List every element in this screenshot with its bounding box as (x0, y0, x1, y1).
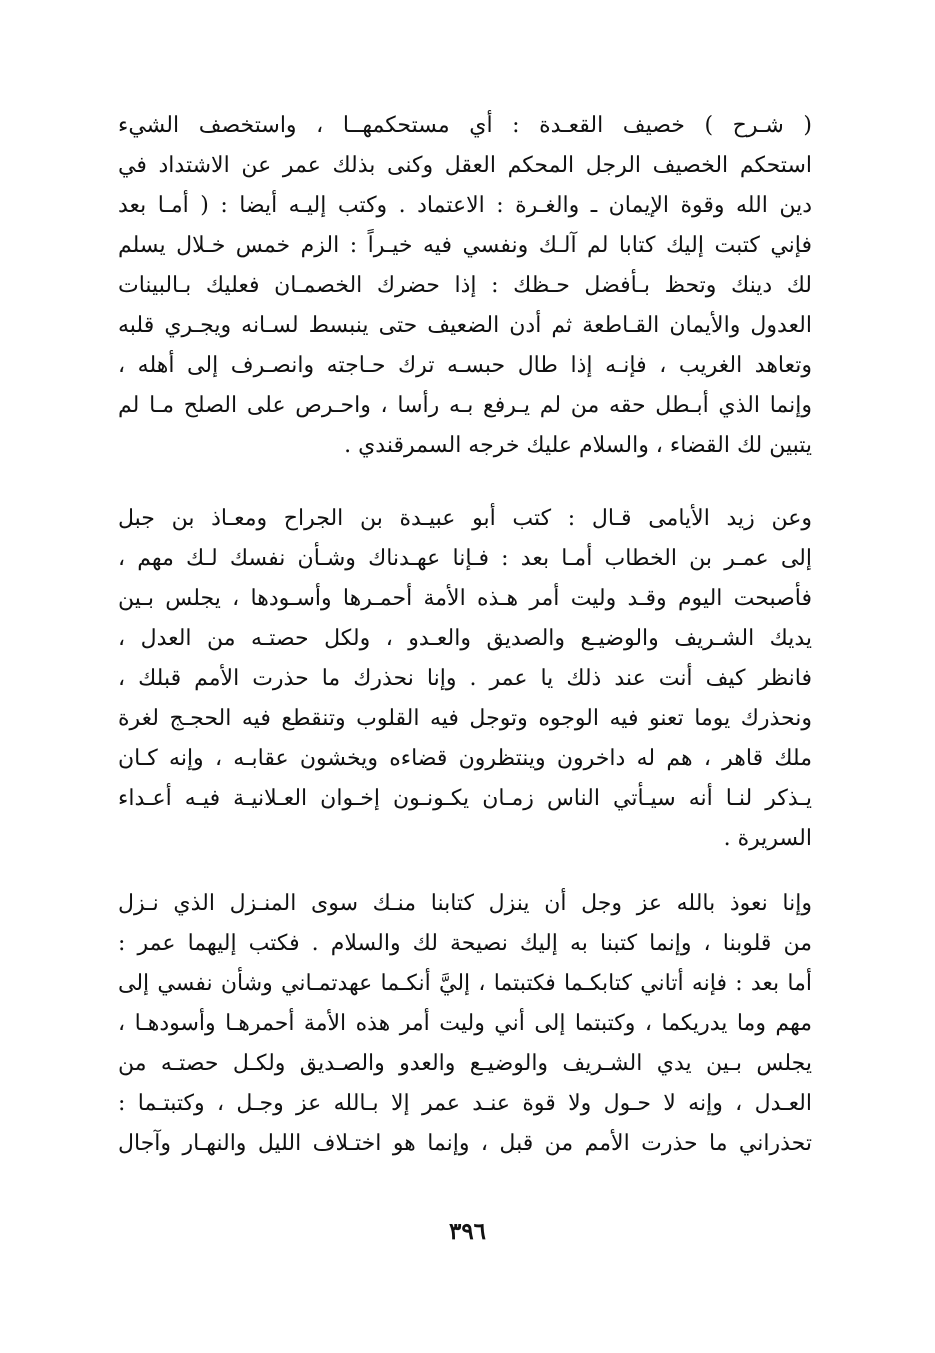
text-line: ملك قاهر ، هم له داخرون وينتظرون قضاءه ويخشون عقابـه ، وإنه كـان (118, 746, 812, 771)
text-line: استحكم الخصيف الرجل المحكم العقل وكنى بذلك عمر عن الاشتداد في (118, 153, 812, 178)
text-line: ونحذرك يوما تعنو فيه الوجوه وتوجل فيه القلوب وتنقطع فيه الحجـج لغرة (118, 706, 812, 731)
text-line: العـدل ، وإنه لا حـول ولا قوة عنـد عمر إلا بـالله عز وجـل ، وكتبتـما : (118, 1091, 812, 1116)
text-line: إلى عمـر بن الخطاب أمـا بعد : فـإنا عهـدناك وشـأن نفسك لـك مهم ، (118, 546, 812, 571)
text-line: وعن زيد الأيامى قـال : كتب أبو عبيـدة بن الجراح ومعـاذ بن جبل (118, 506, 812, 531)
text-line: دين الله وقوة الإيمان ـ والغـرة : الاعتماد . وكتب إليـه أيضا : ( أمـا بعد (118, 193, 812, 218)
text-line: وإنما الذي أبـطل حقه من لم يـرفع بـه رأسا ، واحـرص على الصلح مـا لم (118, 393, 812, 418)
text-line: ( شـرح ) خصيف القعـدة : أي مستحكمهــا ، واستخصف الشيء (118, 113, 812, 138)
text-line: يتبين لك القضاء ، والسلام عليك خرجه السمرقندي . (344, 433, 812, 458)
text-line: العدول والأيمان القـاطعة ثم أدن الضعيف حتى ينبسط لسـانه ويجـري قلبه (118, 313, 812, 338)
text-line: أما بعد : فإنه أتاني كتابكـما فكتبتما ، إليَّ أنكـما عهدتمـاني وشأن نفسي إلى (118, 971, 812, 996)
paragraph-3 (118, 884, 812, 1164)
page-number: ٣٩٦ (448, 1218, 487, 1245)
text-line: يجلس بـين يدي الشـريف والوضيـع والعدو والصـديق ولكـل حصتـه من (118, 1051, 812, 1076)
text-line: لك دينك وتحظ بـأفضل حـظك : إذا حضرك الخصمـان فعليك بـالبينات (118, 273, 812, 298)
text-line: وتعاهد الغريب ، فإنـه إذا طال حبسـه ترك حـاجته وانصـرف إلى أهله ، (118, 353, 812, 378)
paragraph-1 (118, 106, 812, 466)
text-line: فإني كتبت إليك كتابا لم آلـك ونفسي فيه خيـراً : الزم خمس خـلال يسلم (118, 233, 812, 258)
text-line: يـذكر لنـا أنه سيـأتي الناس زمـان يكـونـون إخـوان العـلانيـة فيـه أعـداء (118, 786, 812, 811)
text-line: وإنا نعوذ بالله عز وجل أن ينزل كتابنا منـك سوى المنـزل الذي نـزل (118, 891, 812, 916)
text-line: السريرة . (723, 826, 812, 851)
text-line: مهم وما يدريكما ، وكتبتما إلى أني وليت أمر هذه الأمة أحمرهـا وأسودهـا ، (118, 1011, 812, 1036)
text-line: يديك الشـريف والوضيـع والصديق والعـدو ، ولكل حصتـه من العدل ، (118, 626, 812, 651)
text-line: تحذراني ما حذرت الأمم من قبل ، وإنما هو اختـلاف الليل والنهـار وآجال (118, 1131, 812, 1156)
text-line: من قلوبنا ، وإنما كتبنا به إليك نصيحة لك والسلام . فكتب إليهما عمر : (118, 931, 812, 956)
text-line: فأصبحت اليوم وقـد وليت أمر هـذه الأمة أحمـرها وأسـودها ، يجلس بـين (118, 586, 812, 611)
text-line: فانظر كيف أنت عند ذلك يا عمر . وإنا نحذرك ما حذرت الأمم قبلك ، (118, 666, 812, 691)
paragraph-2 (118, 499, 812, 859)
